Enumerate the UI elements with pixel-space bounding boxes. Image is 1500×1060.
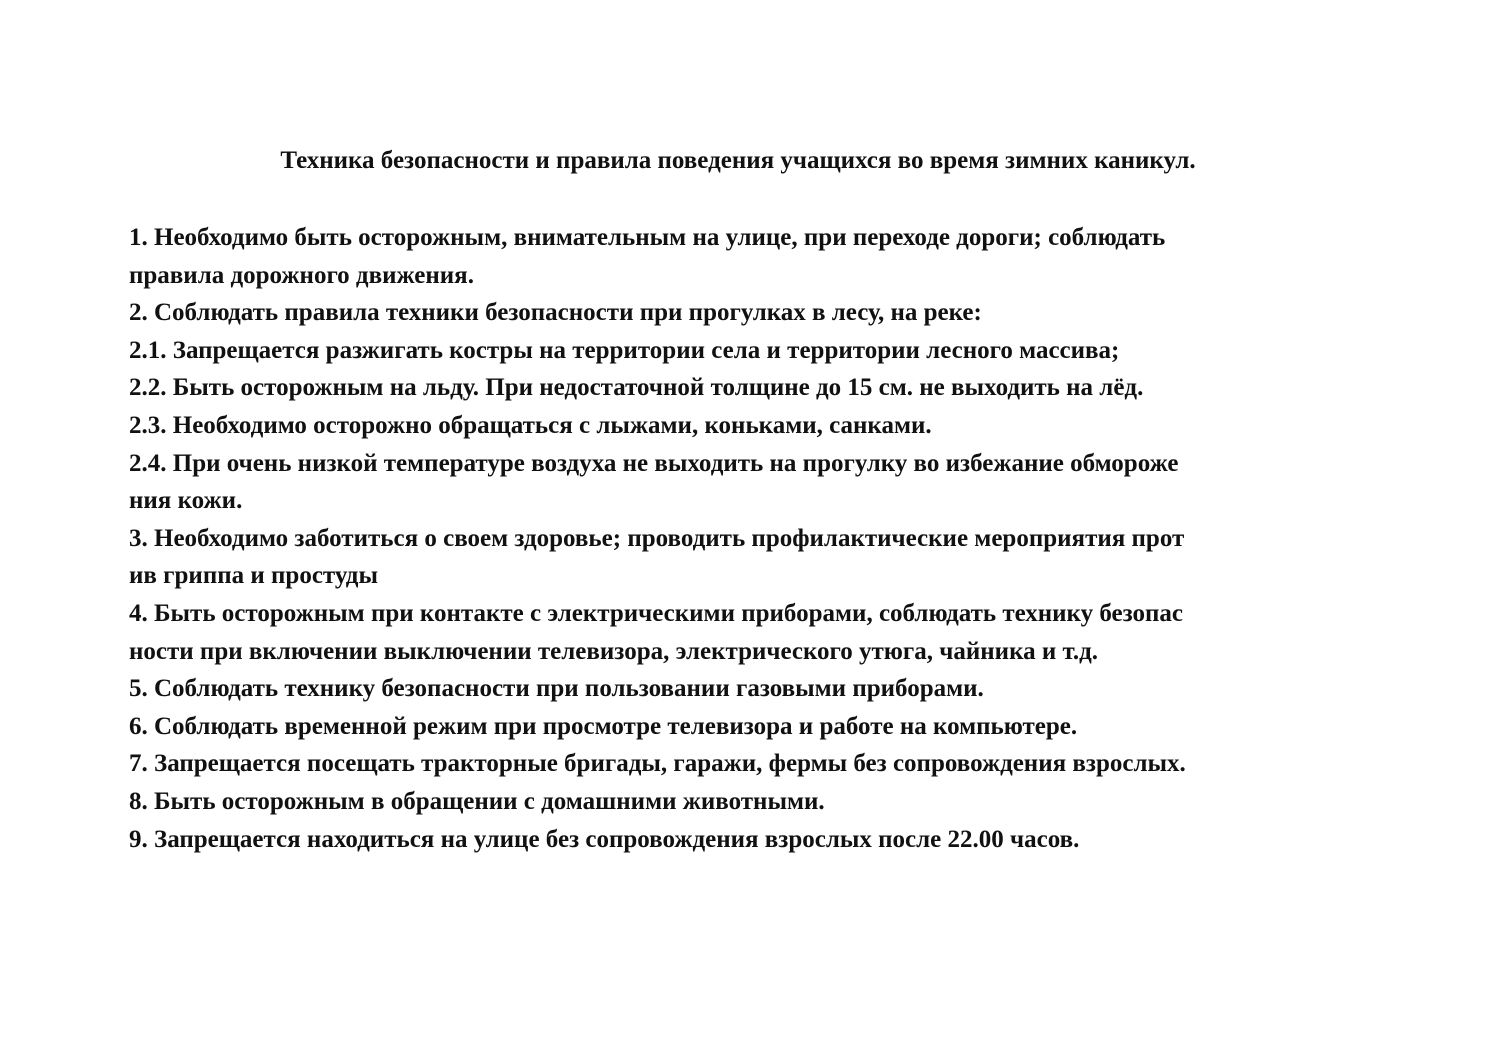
rule-line: 2. Соблюдать правила техники безопасности при прогулках в лесу, на реке: [129,299,982,327]
rule-line: 4. Быть осторожным при контакте с электрическими приборами, соблюдать технику безопас [129,599,1184,627]
rule-line: 7. Запрещается посещать тракторные бригады, гаражи, фермы без сопровождения взрослых. [129,750,1186,778]
rule-line: 8. Быть осторожным в обращении с домашними животными. [129,787,825,815]
rules-list [129,219,1379,858]
rule-line: правила дорожного движения. [129,261,474,289]
rule-line: 2.3. Необходимо осторожно обращаться с лыжами, коньками, санками. [129,411,932,439]
rule-line: 2.4. При очень низкой температуре воздуха не выходить на прогулку во избежание обмороже [129,449,1179,477]
rule-line: 5. Соблюдать технику безопасности при пользовании газовыми приборами. [129,675,984,703]
rule-line: 1. Необходимо быть осторожным, внимательным на улице, при переходе дороги; соблюдать [129,224,1166,251]
rule-line: 6. Соблюдать временной режим при просмотре телевизора и работе на компьютере. [129,712,1078,740]
rule-line: 2.2. Быть осторожным на льду. При недостаточной толщине до 15 см. не выходить на лёд. [129,374,1144,402]
rule-line: ния кожи. [129,487,243,515]
rule-line: ив гриппа и простуды [129,562,378,590]
rule-line: ности при включении выключении телевизора, электрического утюга, чайника и т.д. [129,637,1099,665]
rule-line: 3. Необходимо заботиться о своем здоровье; проводить профилактические мероприятия прот [129,524,1185,552]
document-title: Техника безопасности и правила поведения учащихся во время зимних каникул. [280,147,1196,174]
rule-line: 9. Запрещается находиться на улице без сопровождения взрослых после 22.00 часов. [129,825,1080,853]
rule-line: 2.1. Запрещается разжигать костры на территории села и территории лесного массива; [129,336,1120,364]
